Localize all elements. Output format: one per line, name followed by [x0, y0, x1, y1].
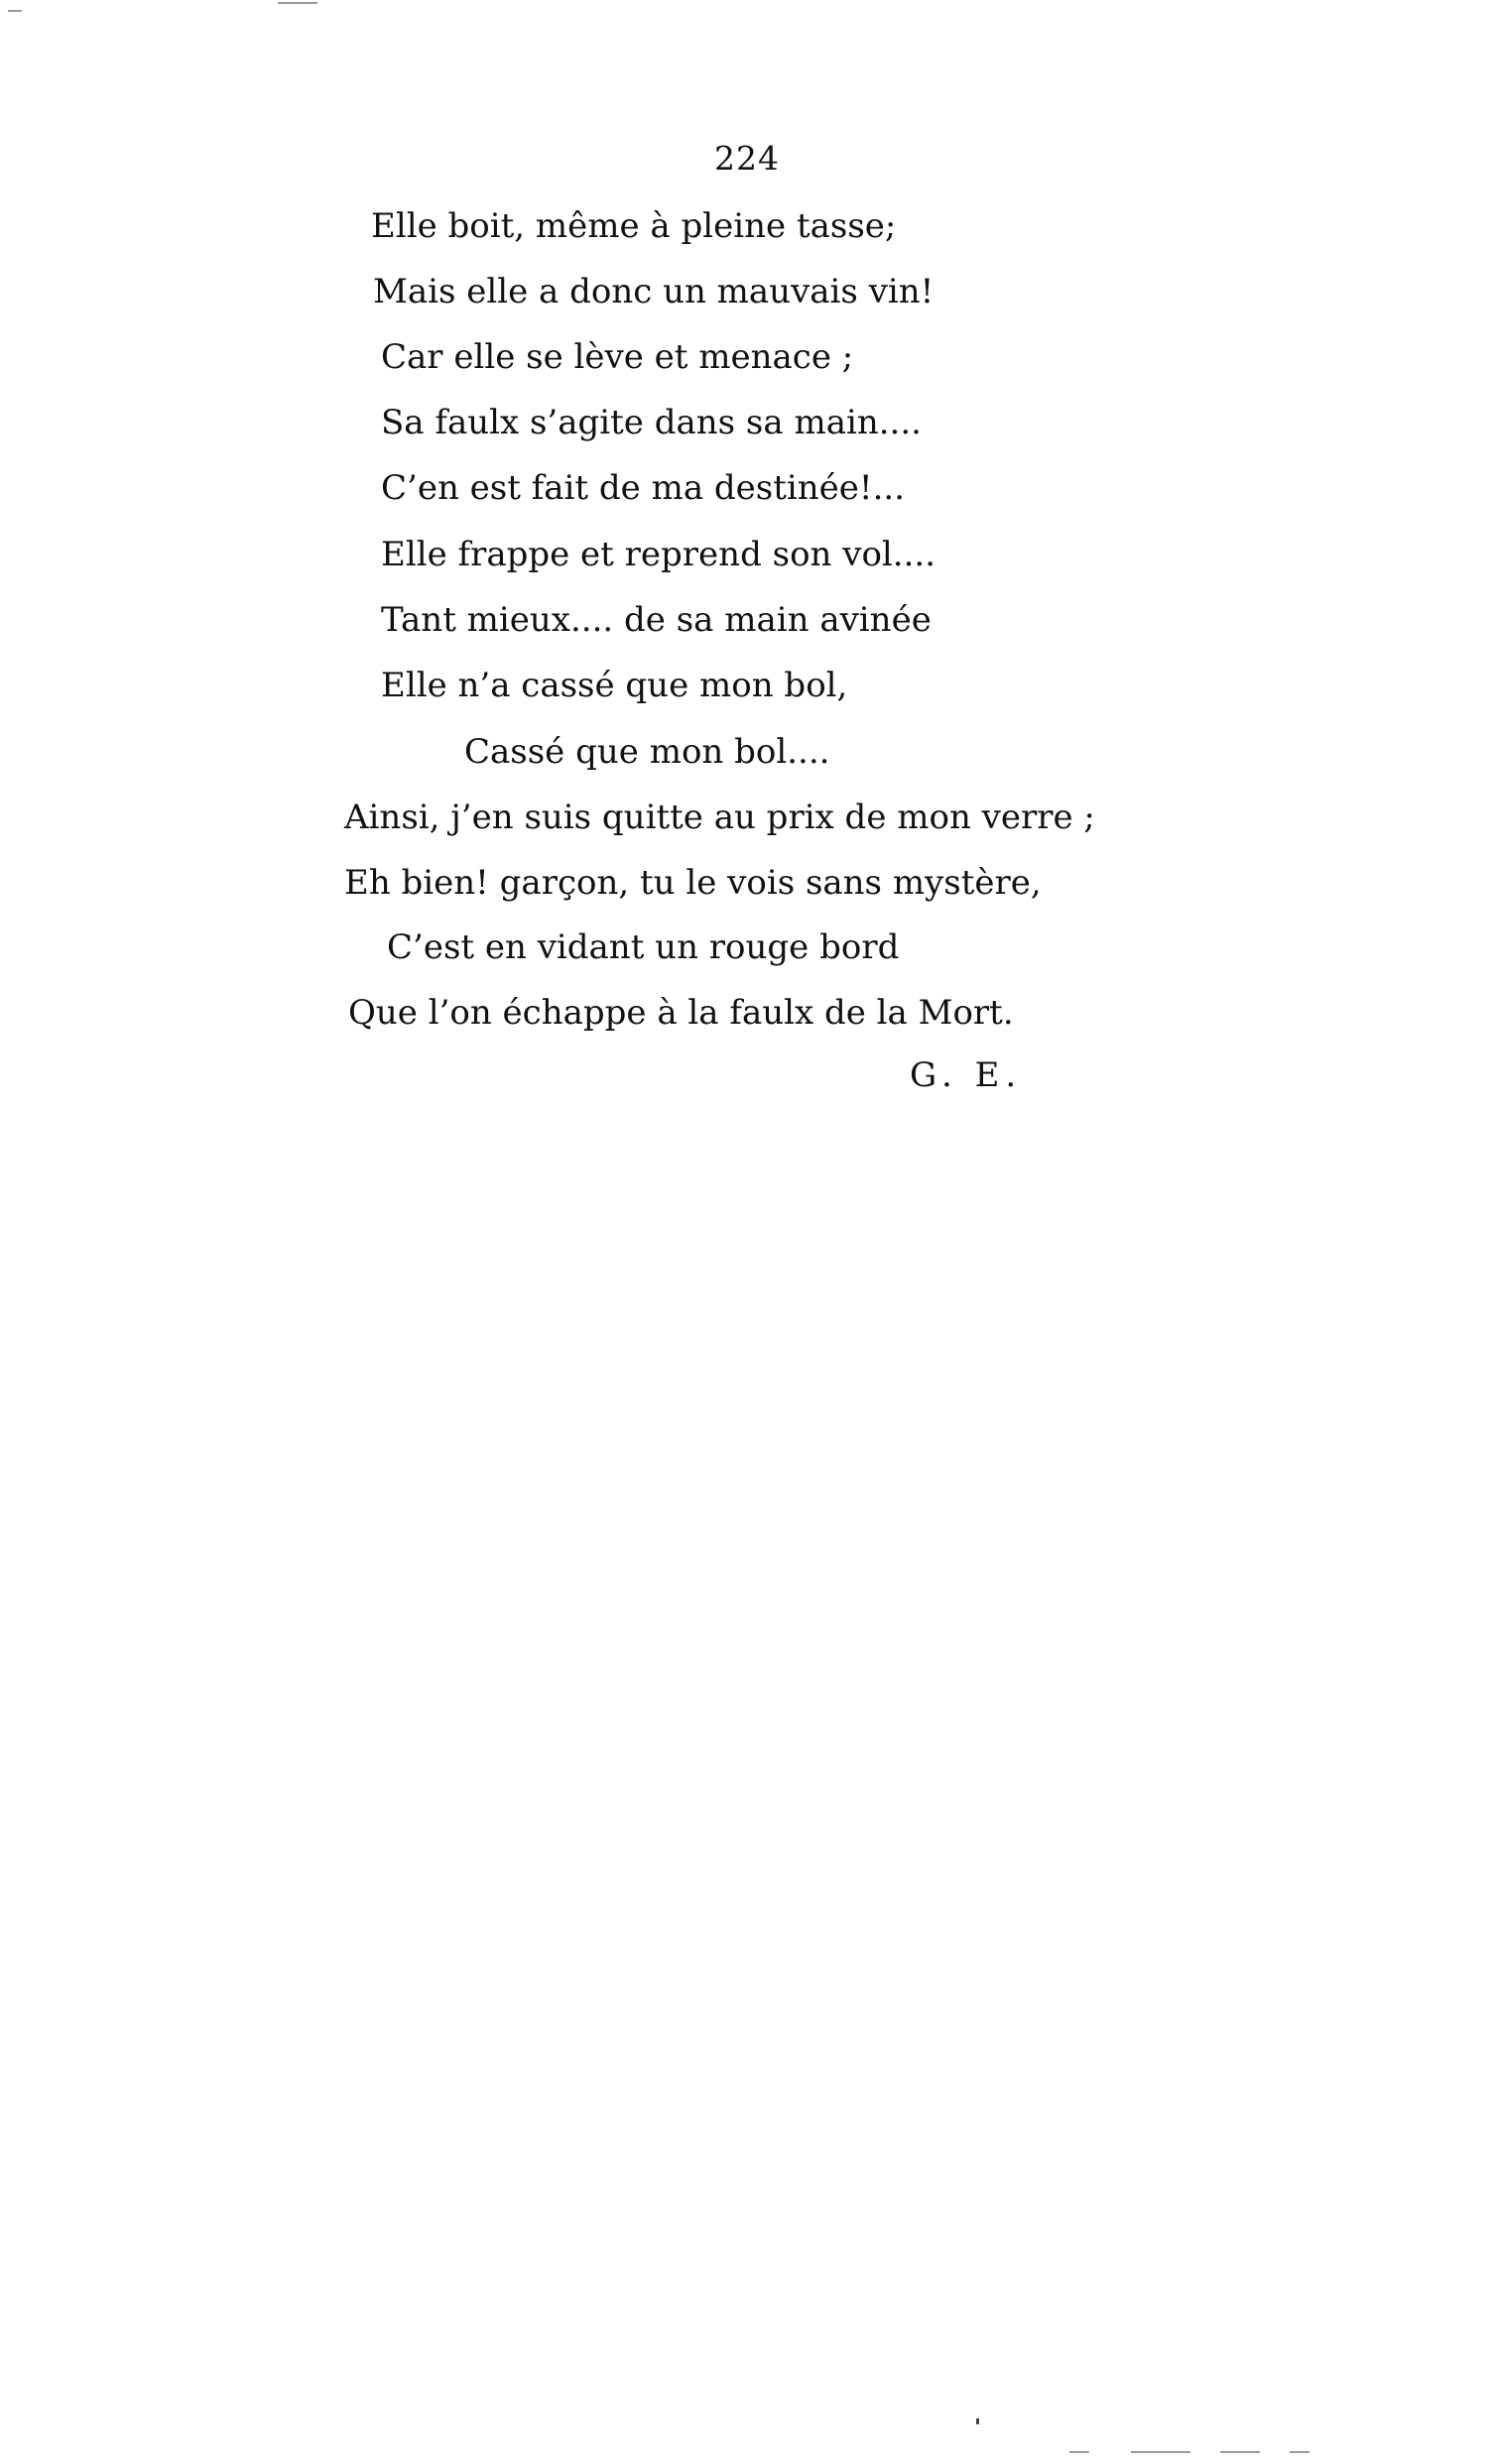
verse-line-7: Tant mieux.... de sa main avinée [381, 600, 932, 640]
scan-speck [1069, 2451, 1089, 2453]
verse-line-11: Eh bien! garçon, tu le vois sans mystère, [344, 863, 1042, 903]
verse-line-12: C’est en vidant un rouge bord [387, 927, 900, 967]
verse-line-8: Elle n’a cassé que mon bol, [381, 666, 848, 705]
verse-line-4: Sa faulx s’agite dans sa main.... [381, 403, 922, 442]
verse-line-3: Car elle se lève et menace ; [381, 337, 854, 377]
verse-line-10: Ainsi, j’en suis quitte au prix de mon verre ; [344, 798, 1095, 837]
author-signature: G. E. [910, 1055, 1023, 1095]
verse-line-13: Que l’on échappe à la faulx de la Mort. [348, 993, 1014, 1033]
page-number: 224 [714, 139, 780, 178]
verse-line-2: Mais elle a donc un mauvais vin! [373, 272, 935, 311]
verse-line-1: Elle boit, même à pleine tasse; [371, 206, 897, 246]
scan-speck [278, 2, 317, 4]
scan-speck [976, 2418, 979, 2424]
scan-speck [1220, 2451, 1260, 2453]
verse-line-6: Elle frappe et reprend son vol.... [381, 535, 936, 574]
scan-speck [1290, 2451, 1309, 2453]
scan-speck [8, 10, 22, 12]
verse-line-9: Cassé que mon bol.... [464, 732, 830, 772]
verse-line-5: C’en est fait de ma destinée!... [381, 468, 905, 508]
scan-speck [1131, 2451, 1190, 2453]
